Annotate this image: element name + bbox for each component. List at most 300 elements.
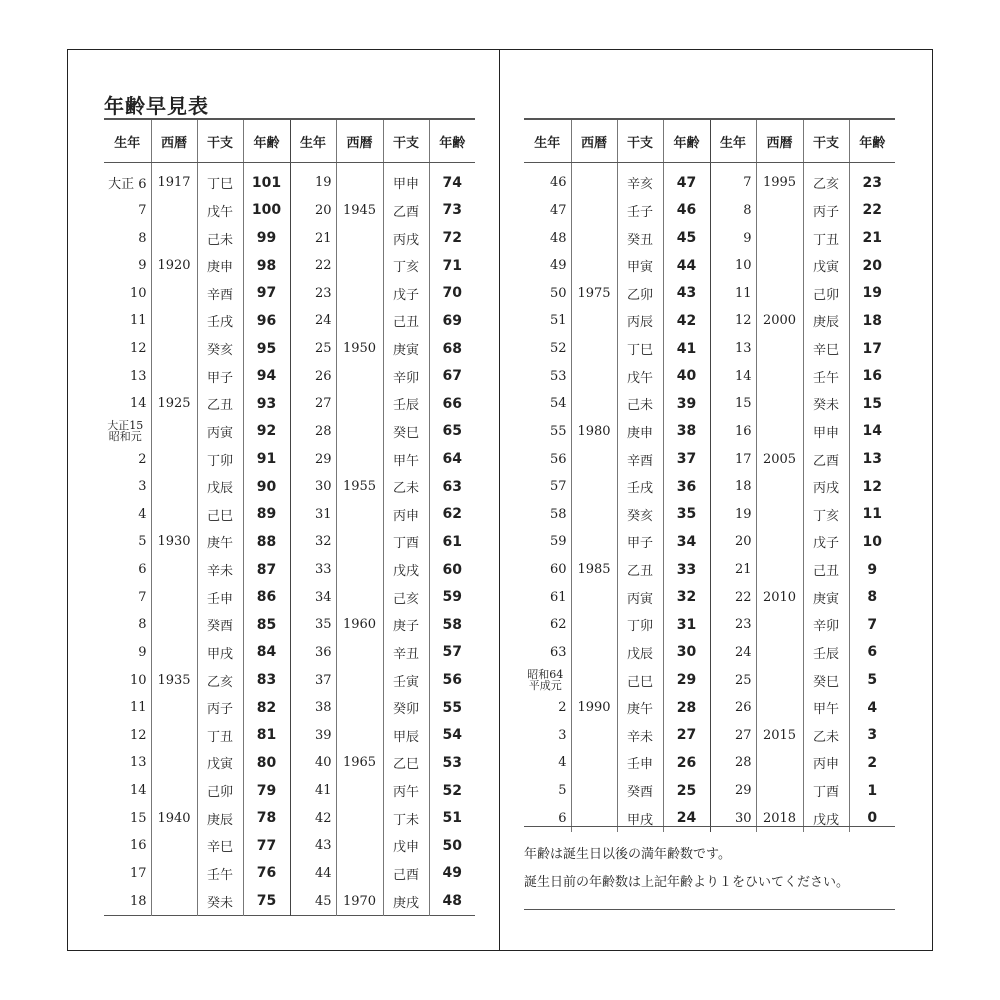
- table-row: [104, 163, 475, 197]
- age-cell: 46: [663, 197, 710, 225]
- western-year-cell: [151, 445, 197, 473]
- table-row: [104, 335, 475, 363]
- age-cell: 74: [429, 163, 475, 197]
- table-row: [524, 583, 895, 611]
- birth-era-cell: 17: [710, 445, 756, 473]
- age-cell: 79: [243, 777, 290, 805]
- age-cell: 51: [429, 804, 475, 832]
- kanshi-cell: 癸酉: [617, 777, 663, 805]
- age-cell: 11: [849, 501, 895, 529]
- header-row: [104, 119, 475, 163]
- table-row: [524, 390, 895, 418]
- western-year-cell: [756, 224, 803, 252]
- kanshi-cell: 甲子: [197, 362, 243, 390]
- western-year-cell: 1955: [336, 473, 383, 501]
- table-row: [524, 722, 895, 750]
- western-year-cell: [571, 335, 617, 363]
- kanshi-cell: 辛酉: [617, 445, 663, 473]
- age-cell: 68: [429, 335, 475, 363]
- birth-era-cell: 55: [549, 423, 567, 439]
- western-year-cell: [336, 163, 383, 197]
- kanshi-cell: 丁未: [383, 804, 429, 832]
- western-year-cell: [151, 749, 197, 777]
- age-cell: 62: [429, 501, 475, 529]
- kanshi-cell: 甲辰: [383, 722, 429, 750]
- kanshi-cell: 癸丑: [617, 224, 663, 252]
- western-year-cell: [571, 197, 617, 225]
- age-cell: 75: [243, 887, 290, 915]
- western-year-cell: [336, 501, 383, 529]
- birth-era-cell: 9: [138, 258, 147, 274]
- table-row: [104, 611, 475, 639]
- birth-era-cell: 41: [290, 777, 336, 805]
- kanshi-cell: 丙寅: [197, 418, 243, 446]
- western-year-cell: [336, 694, 383, 722]
- age-cell: 21: [849, 224, 895, 252]
- western-year-cell: [151, 777, 197, 805]
- kanshi-cell: 甲申: [383, 163, 429, 197]
- western-year-cell: 1920: [151, 252, 197, 280]
- age-cell: 42: [663, 307, 710, 335]
- western-year-cell: [571, 528, 617, 556]
- birth-era-cell: 10: [129, 672, 147, 688]
- table-row: [524, 252, 895, 280]
- kanshi-cell: 壬辰: [383, 390, 429, 418]
- birth-era-cell: 47: [549, 202, 567, 218]
- birth-era-cell: 11: [710, 280, 756, 308]
- footnotes: [524, 826, 895, 910]
- kanshi-cell: 丙子: [803, 197, 849, 225]
- header-western-year: 西暦: [571, 119, 617, 163]
- western-year-cell: [151, 501, 197, 529]
- western-year-cell: [336, 224, 383, 252]
- western-year-cell: 1980: [571, 418, 617, 446]
- kanshi-cell: 戊辰: [617, 639, 663, 667]
- age-cell: 1: [849, 777, 895, 805]
- kanshi-cell: 辛亥: [617, 163, 663, 197]
- era-label-line: 大正15: [107, 419, 144, 433]
- kanshi-cell: 辛未: [617, 722, 663, 750]
- birth-era-cell: 9: [710, 224, 756, 252]
- birth-era-cell: 2: [138, 451, 147, 467]
- birth-era-cell: 37: [290, 666, 336, 694]
- kanshi-cell: 甲午: [803, 694, 849, 722]
- birth-era-cell: 46: [549, 175, 567, 191]
- western-year-cell: [151, 307, 197, 335]
- western-year-cell: [336, 252, 383, 280]
- age-cell: 13: [849, 445, 895, 473]
- birth-era-cell: 51: [549, 313, 567, 329]
- age-cell: 0: [849, 804, 895, 832]
- birth-era-cell: 36: [290, 639, 336, 667]
- western-year-cell: [756, 749, 803, 777]
- kanshi-cell: 戊戌: [803, 804, 849, 832]
- kanshi-cell: 辛卯: [383, 362, 429, 390]
- western-year-cell: [336, 639, 383, 667]
- kanshi-cell: 壬戌: [197, 307, 243, 335]
- birth-era-cell: 22: [710, 583, 756, 611]
- table-row: [104, 860, 475, 888]
- birth-era-cell: 21: [290, 224, 336, 252]
- kanshi-cell: 癸巳: [383, 418, 429, 446]
- age-cell: 95: [243, 335, 290, 363]
- birth-era-cell: 56: [549, 451, 567, 467]
- kanshi-cell: 乙酉: [383, 197, 429, 225]
- age-cell: 7: [849, 611, 895, 639]
- header-western-year: 西暦: [151, 119, 197, 163]
- kanshi-cell: 丙申: [383, 501, 429, 529]
- western-year-cell: [336, 722, 383, 750]
- age-cell: 97: [243, 280, 290, 308]
- birth-era-cell: 28: [290, 418, 336, 446]
- era-label-line: 昭和64: [527, 668, 564, 682]
- kanshi-cell: 辛巳: [197, 832, 243, 860]
- birth-era-cell: 34: [290, 583, 336, 611]
- birth-era-cell: 25: [290, 335, 336, 363]
- birth-era-cell: 23: [290, 280, 336, 308]
- table-row: [104, 473, 475, 501]
- table-row: [524, 163, 895, 197]
- table-row: [524, 666, 895, 694]
- birth-era-cell: 35: [290, 611, 336, 639]
- age-cell: 6: [849, 639, 895, 667]
- birth-era-cell: 54: [549, 396, 567, 412]
- age-cell: 92: [243, 418, 290, 446]
- birth-era-cell: 28: [710, 749, 756, 777]
- birth-era-cell: 27: [290, 390, 336, 418]
- western-year-cell: [571, 307, 617, 335]
- western-year-cell: [756, 639, 803, 667]
- header-kanshi: 干支: [803, 119, 849, 163]
- age-cell: 9: [849, 556, 895, 584]
- western-year-cell: [336, 528, 383, 556]
- age-cell: 64: [429, 445, 475, 473]
- kanshi-cell: 戊戌: [383, 556, 429, 584]
- kanshi-cell: 乙丑: [197, 390, 243, 418]
- table-row: [524, 335, 895, 363]
- kanshi-cell: 戊寅: [803, 252, 849, 280]
- western-year-cell: 1965: [336, 749, 383, 777]
- western-year-cell: 1990: [571, 694, 617, 722]
- western-year-cell: [151, 556, 197, 584]
- age-cell: 50: [429, 832, 475, 860]
- kanshi-cell: 庚辰: [197, 804, 243, 832]
- birth-era-cell: 29: [710, 777, 756, 805]
- birth-era-cell: 16: [710, 418, 756, 446]
- table-row: [524, 473, 895, 501]
- western-year-cell: 1975: [571, 280, 617, 308]
- birth-era-cell: 7: [138, 202, 147, 218]
- birth-era-cell: 24: [290, 307, 336, 335]
- kanshi-cell: 庚寅: [803, 583, 849, 611]
- header-western-year: 西暦: [756, 119, 803, 163]
- age-cell: 40: [663, 362, 710, 390]
- table-row: [104, 722, 475, 750]
- birth-era-cell: 大正 6: [108, 177, 147, 193]
- western-year-cell: [756, 252, 803, 280]
- kanshi-cell: 辛巳: [803, 335, 849, 363]
- table-row: [524, 639, 895, 667]
- kanshi-cell: 乙亥: [803, 163, 849, 197]
- western-year-cell: [151, 860, 197, 888]
- western-year-cell: [571, 362, 617, 390]
- kanshi-cell: 甲戌: [617, 804, 663, 832]
- western-year-cell: [151, 694, 197, 722]
- kanshi-cell: 丙申: [803, 749, 849, 777]
- age-cell: 28: [663, 694, 710, 722]
- birth-era-cell: 53: [549, 368, 567, 384]
- header-row: [524, 119, 895, 163]
- age-cell: 85: [243, 611, 290, 639]
- western-year-cell: 1925: [151, 390, 197, 418]
- table-row: [524, 749, 895, 777]
- age-cell: 57: [429, 639, 475, 667]
- western-year-cell: 1985: [571, 556, 617, 584]
- birth-era-cell: 42: [290, 804, 336, 832]
- western-year-cell: 1950: [336, 335, 383, 363]
- age-cell: 29: [663, 666, 710, 694]
- age-cell: 98: [243, 252, 290, 280]
- birth-era-cell: 57: [549, 479, 567, 495]
- kanshi-cell: 丁亥: [803, 501, 849, 529]
- age-cell: 2: [849, 749, 895, 777]
- table-row: [524, 694, 895, 722]
- western-year-cell: 1960: [336, 611, 383, 639]
- birth-era-cell: 40: [290, 749, 336, 777]
- western-year-cell: [571, 749, 617, 777]
- kanshi-cell: 己卯: [197, 777, 243, 805]
- age-cell: 19: [849, 280, 895, 308]
- age-cell: 23: [849, 163, 895, 197]
- age-cell: 80: [243, 749, 290, 777]
- kanshi-cell: 壬午: [803, 362, 849, 390]
- kanshi-cell: 壬申: [617, 749, 663, 777]
- age-cell: 43: [663, 280, 710, 308]
- header-kanshi: 干支: [383, 119, 429, 163]
- western-year-cell: [571, 224, 617, 252]
- table-row: [524, 280, 895, 308]
- birth-era-cell: 26: [290, 362, 336, 390]
- kanshi-cell: 丁巳: [617, 335, 663, 363]
- western-year-cell: [336, 390, 383, 418]
- western-year-cell: [336, 860, 383, 888]
- age-cell: 100: [243, 197, 290, 225]
- footnote: 年齢は誕生日以後の満年齢数です。: [524, 847, 731, 862]
- kanshi-cell: 丁酉: [803, 777, 849, 805]
- table-row: [104, 362, 475, 390]
- age-cell: 56: [429, 666, 475, 694]
- kanshi-cell: 丙子: [197, 694, 243, 722]
- birth-era-cell: 39: [290, 722, 336, 750]
- age-cell: 17: [849, 335, 895, 363]
- western-year-cell: [151, 418, 197, 446]
- era-label-line: 昭和元: [108, 430, 142, 444]
- birth-era-cell: 2: [558, 700, 567, 716]
- birth-era-cell: 31: [290, 501, 336, 529]
- header-birth-era: 生年: [290, 119, 336, 163]
- table-row: [104, 583, 475, 611]
- table-row: [524, 362, 895, 390]
- age-cell: 96: [243, 307, 290, 335]
- birth-era-cell: 22: [290, 252, 336, 280]
- header-birth-era: 生年: [524, 119, 571, 163]
- kanshi-cell: 壬戌: [617, 473, 663, 501]
- kanshi-cell: 壬申: [197, 583, 243, 611]
- western-year-cell: [756, 528, 803, 556]
- birth-era-cell: 49: [549, 258, 567, 274]
- age-cell: 91: [243, 445, 290, 473]
- age-cell: 73: [429, 197, 475, 225]
- birth-era-cell: 23: [710, 611, 756, 639]
- age-cell: 41: [663, 335, 710, 363]
- birth-era-cell: 12: [710, 307, 756, 335]
- age-cell: 47: [663, 163, 710, 197]
- birth-era-cell: 8: [138, 230, 147, 246]
- kanshi-cell: 甲子: [617, 528, 663, 556]
- kanshi-cell: 己亥: [383, 583, 429, 611]
- birth-era-cell: 18: [710, 473, 756, 501]
- kanshi-cell: 癸未: [803, 390, 849, 418]
- birth-era-cell: 14: [710, 362, 756, 390]
- kanshi-cell: 戊午: [617, 362, 663, 390]
- kanshi-cell: 辛未: [197, 556, 243, 584]
- kanshi-cell: 丁卯: [617, 611, 663, 639]
- age-cell: 66: [429, 390, 475, 418]
- table-row: [104, 280, 475, 308]
- kanshi-cell: 庚子: [383, 611, 429, 639]
- western-year-cell: [151, 887, 197, 915]
- kanshi-cell: 癸亥: [617, 501, 663, 529]
- age-cell: 10: [849, 528, 895, 556]
- birth-era-cell: 61: [549, 589, 567, 605]
- age-cell: 18: [849, 307, 895, 335]
- birth-era-cell: 12: [129, 341, 147, 357]
- western-year-cell: [151, 362, 197, 390]
- age-cell: 15: [849, 390, 895, 418]
- age-cell: 54: [429, 722, 475, 750]
- age-cell: 38: [663, 418, 710, 446]
- header-western-year: 西暦: [336, 119, 383, 163]
- age-cell: 8: [849, 583, 895, 611]
- age-cell: 45: [663, 224, 710, 252]
- western-year-cell: 2018: [756, 804, 803, 832]
- table-row: [104, 832, 475, 860]
- western-year-cell: [151, 639, 197, 667]
- header-age: 年齢: [849, 119, 895, 163]
- kanshi-cell: 乙巳: [383, 749, 429, 777]
- western-year-cell: [336, 280, 383, 308]
- age-cell: 94: [243, 362, 290, 390]
- birth-era-cell: 27: [710, 722, 756, 750]
- western-year-cell: [571, 583, 617, 611]
- age-table-left: [104, 118, 475, 916]
- birth-era-cell: 3: [138, 479, 147, 495]
- birth-era-cell: [524, 666, 571, 694]
- age-cell: 81: [243, 722, 290, 750]
- kanshi-cell: 辛卯: [803, 611, 849, 639]
- kanshi-cell: 丁丑: [197, 722, 243, 750]
- table-row: [104, 501, 475, 529]
- birth-era-cell: 43: [290, 832, 336, 860]
- western-year-cell: 2015: [756, 722, 803, 750]
- birth-era-cell: 9: [138, 644, 147, 660]
- birth-era-cell: 10: [129, 285, 147, 301]
- western-year-cell: 1945: [336, 197, 383, 225]
- age-cell: 22: [849, 197, 895, 225]
- birth-era-cell: 4: [138, 506, 147, 522]
- western-year-cell: [336, 804, 383, 832]
- table-row: [524, 307, 895, 335]
- header-age: 年齢: [663, 119, 710, 163]
- kanshi-cell: 丙戌: [383, 224, 429, 252]
- western-year-cell: 1940: [151, 804, 197, 832]
- birth-era-cell: 8: [138, 617, 147, 633]
- western-year-cell: [571, 639, 617, 667]
- birth-era-cell: 12: [129, 727, 147, 743]
- western-year-cell: [151, 224, 197, 252]
- birth-era-cell: 13: [129, 755, 147, 771]
- western-year-cell: 1917: [151, 163, 197, 197]
- western-year-cell: [756, 473, 803, 501]
- western-year-cell: [151, 473, 197, 501]
- birth-era-cell: 25: [710, 666, 756, 694]
- birth-era-cell: 11: [129, 700, 147, 716]
- western-year-cell: [571, 252, 617, 280]
- western-year-cell: [151, 197, 197, 225]
- kanshi-cell: 辛酉: [197, 280, 243, 308]
- western-year-cell: [336, 418, 383, 446]
- kanshi-cell: 癸亥: [197, 335, 243, 363]
- age-cell: 4: [849, 694, 895, 722]
- age-cell: 26: [663, 749, 710, 777]
- page-title: 年齢早見表: [104, 94, 209, 118]
- kanshi-cell: 辛丑: [383, 639, 429, 667]
- kanshi-cell: 丙辰: [617, 307, 663, 335]
- age-cell: 27: [663, 722, 710, 750]
- age-cell: 52: [429, 777, 475, 805]
- birth-era-cell: 8: [710, 197, 756, 225]
- kanshi-cell: 癸未: [197, 887, 243, 915]
- birth-era-cell: 16: [129, 838, 147, 854]
- birth-era-cell: 19: [290, 163, 336, 197]
- kanshi-cell: 己未: [197, 224, 243, 252]
- birth-era-cell: 6: [138, 562, 147, 578]
- western-year-cell: 1970: [336, 887, 383, 915]
- kanshi-cell: 己丑: [803, 556, 849, 584]
- western-year-cell: [756, 777, 803, 805]
- kanshi-cell: 丙寅: [617, 583, 663, 611]
- western-year-cell: [756, 418, 803, 446]
- table-row: [104, 307, 475, 335]
- western-year-cell: [571, 777, 617, 805]
- age-cell: 53: [429, 749, 475, 777]
- table-row: [524, 777, 895, 805]
- age-cell: 34: [663, 528, 710, 556]
- western-year-cell: [151, 335, 197, 363]
- western-year-cell: [336, 445, 383, 473]
- western-year-cell: [756, 362, 803, 390]
- birth-era-cell: 11: [129, 313, 147, 329]
- table-row: [104, 777, 475, 805]
- western-year-cell: [151, 280, 197, 308]
- kanshi-cell: 丁亥: [383, 252, 429, 280]
- table-row: [524, 528, 895, 556]
- birth-era-cell: 48: [549, 230, 567, 246]
- table-row: [104, 556, 475, 584]
- western-year-cell: [571, 445, 617, 473]
- age-cell: 49: [429, 860, 475, 888]
- kanshi-cell: 乙丑: [617, 556, 663, 584]
